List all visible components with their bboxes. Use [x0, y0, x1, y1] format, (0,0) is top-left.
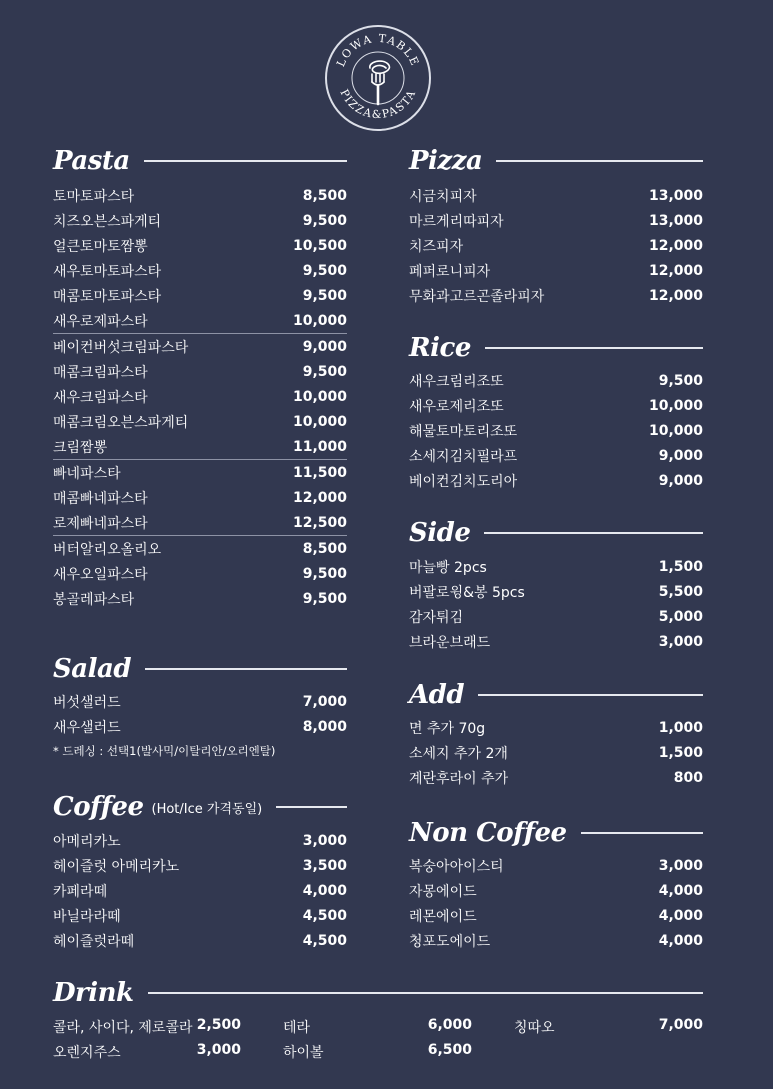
- menu-item: [53, 536, 347, 561]
- menu-item: [53, 828, 347, 853]
- menu-item-price: 3,000: [658, 857, 703, 874]
- menu-item-price: 4,000: [658, 882, 703, 899]
- pasta-section: [53, 142, 347, 611]
- add-item-list: [409, 715, 703, 790]
- menu-item-name: 토마토파스타: [53, 188, 135, 205]
- menu-item-name: 매콤토마토파스타: [53, 288, 162, 305]
- restaurant-logo: [324, 24, 432, 132]
- menu-item-price: 11,000: [292, 438, 347, 455]
- menu-item-name: 헤이즐럿 아메리카노: [53, 858, 180, 875]
- menu-item-name: 매콤크림파스타: [53, 364, 148, 381]
- menu-item-price: 12,500: [292, 514, 347, 531]
- menu-item-price: 10,000: [648, 422, 703, 439]
- header-rule: [145, 668, 347, 670]
- menu-item: [409, 208, 703, 233]
- menu-item-name: 마늘빵 2pcs: [409, 559, 487, 576]
- coffee-item-list: [53, 828, 347, 953]
- menu-item-name: 하이볼: [283, 1044, 324, 1061]
- menu-item-price: 3,500: [302, 857, 347, 874]
- menu-item-name: 크림짬뽕: [53, 439, 108, 456]
- menu-item-name: 카페라떼: [53, 883, 108, 900]
- menu-item-name: 베이컨버섯크림파스타: [53, 339, 189, 356]
- menu-item-price: 10,000: [648, 397, 703, 414]
- menu-item-name: 브라운브래드: [409, 634, 491, 651]
- menu-item: [53, 1042, 241, 1062]
- menu-item: [53, 485, 347, 510]
- menu-item: [409, 393, 703, 418]
- menu-item: [409, 715, 703, 740]
- add-section: [409, 676, 703, 790]
- menu-item-name: 계란후라이 추가: [409, 770, 509, 787]
- menu-item-name: 로제빠네파스타: [53, 515, 148, 532]
- header-rule: [484, 532, 703, 534]
- menu-item: [53, 561, 347, 586]
- menu-item-name: 아메리카노: [53, 833, 121, 850]
- menu-item-price: 12,000: [648, 262, 703, 279]
- noncoffee-item-list: [409, 853, 703, 953]
- menu-item-price: 9,500: [302, 363, 347, 380]
- header-rule: [485, 347, 703, 349]
- menu-item-name: 버팔로윙&봉 5pcs: [409, 584, 525, 601]
- menu-item-name: 새우크림리조또: [409, 373, 504, 390]
- menu-item-name: 새우로제리조또: [409, 398, 504, 415]
- menu-item: [409, 765, 703, 790]
- menu-item: [409, 233, 703, 258]
- menu-item-price: 4,000: [658, 932, 703, 949]
- menu-item-name: 소세지김치필라프: [409, 448, 518, 465]
- side-header: [409, 514, 703, 552]
- menu-item-name: 테라: [283, 1019, 311, 1036]
- section-title-noncoffee: Non Coffee: [409, 818, 567, 848]
- logo-bottom-text: PIZZA&PASTA: [337, 87, 419, 122]
- menu-item-price: 9,000: [658, 447, 703, 464]
- menu-item-name: 해물토마토리조또: [409, 423, 518, 440]
- menu-item: [53, 1017, 241, 1037]
- menu-item: [409, 604, 703, 629]
- menu-item: [53, 283, 347, 308]
- menu-item: [283, 1042, 472, 1062]
- menu-item-price: 4,500: [302, 907, 347, 924]
- menu-item: [409, 418, 703, 443]
- rice-section: [409, 329, 703, 493]
- menu-item-name: 바닐라라떼: [53, 908, 121, 925]
- menu-item-name: 감자튀김: [409, 609, 464, 626]
- menu-item-price: 6,000: [427, 1016, 472, 1033]
- menu-item: [53, 384, 347, 409]
- menu-item-price: 800: [673, 769, 703, 786]
- menu-item-price: 10,500: [292, 237, 347, 254]
- menu-item: [409, 283, 703, 308]
- pasta-group: [53, 333, 347, 459]
- menu-item: [53, 233, 347, 258]
- menu-item-name: 새우토마토파스타: [53, 263, 162, 280]
- menu-item: [53, 878, 347, 903]
- logo-top-text: LOWA TABLE: [334, 31, 422, 69]
- salad-item-list: [53, 689, 347, 739]
- header-rule: [148, 992, 703, 994]
- menu-item-name: 베이컨김치도리아: [409, 473, 518, 490]
- svg-text:LOWA TABLE: [334, 32, 422, 69]
- menu-item-price: 10,000: [292, 312, 347, 329]
- rice-header: [409, 329, 703, 367]
- menu-item-name: 새우크림파스타: [53, 389, 148, 406]
- menu-item-name: 매콤빠네파스타: [53, 490, 148, 507]
- dressing-note: * 드레싱 : 선택1(발사믹/이탈리안/오리엔탈): [53, 744, 276, 758]
- menu-item-name: 매콤크림오븐스파게티: [53, 414, 189, 431]
- coffee-price-note: (Hot/Ice 가격동일): [151, 801, 263, 817]
- pasta-header: [53, 142, 347, 180]
- header-rule: [276, 806, 347, 808]
- menu-item-price: 9,500: [302, 287, 347, 304]
- menu-item-price: 7,000: [658, 1016, 703, 1033]
- menu-item: [409, 928, 703, 953]
- header-rule: [144, 160, 347, 162]
- menu-item-name: 콜라, 사이다, 제로콜라: [53, 1019, 193, 1036]
- pasta-item-list: [53, 183, 347, 611]
- menu-item-name: 소세지 추가 2개: [409, 745, 508, 762]
- menu-item-price: 12,000: [648, 287, 703, 304]
- menu-item-price: 2,500: [196, 1016, 241, 1033]
- menu-item-price: 9,500: [302, 590, 347, 607]
- menu-item-name: 무화과고르곤졸라피자: [409, 288, 545, 305]
- menu-item-name: 치즈피자: [409, 238, 464, 255]
- fork-with-pasta-icon: [370, 61, 390, 104]
- menu-item-price: 8,500: [302, 540, 347, 557]
- rice-item-list: [409, 368, 703, 493]
- menu-item-price: 3,000: [196, 1041, 241, 1058]
- menu-item-name: 면 추가 70g: [409, 720, 486, 737]
- menu-item-price: 10,000: [292, 388, 347, 405]
- menu-item: [53, 928, 347, 953]
- salad-header: [53, 650, 347, 688]
- menu-item-price: 5,000: [658, 608, 703, 625]
- pasta-group: [53, 183, 347, 333]
- header-rule: [496, 160, 703, 162]
- coffee-section: [53, 788, 347, 953]
- menu-item-price: 1,500: [658, 558, 703, 575]
- menu-item-name: 칭따오: [514, 1019, 555, 1036]
- menu-item: [514, 1017, 703, 1037]
- menu-item: [409, 443, 703, 468]
- menu-item-name: 얼큰토마토짬뽕: [53, 238, 148, 255]
- menu-item-price: 3,000: [302, 832, 347, 849]
- menu-item-price: 6,500: [427, 1041, 472, 1058]
- menu-item: [53, 460, 347, 485]
- menu-item-price: 9,500: [302, 212, 347, 229]
- section-title-drink: Drink: [53, 978, 134, 1008]
- menu-item-price: 4,000: [658, 907, 703, 924]
- section-title-rice: Rice: [409, 333, 471, 363]
- section-title-pizza: Pizza: [409, 146, 483, 176]
- menu-item-price: 13,000: [648, 187, 703, 204]
- menu-item: [409, 903, 703, 928]
- section-title-add: Add: [409, 680, 465, 710]
- drink-item-list: [53, 1014, 703, 1064]
- pizza-header: [409, 142, 703, 180]
- header-rule: [581, 832, 703, 834]
- menu-item: [409, 554, 703, 579]
- menu-item: [283, 1017, 472, 1037]
- menu-item: [409, 183, 703, 208]
- menu-item: [53, 714, 347, 739]
- menu-item: [409, 579, 703, 604]
- menu-item-price: 5,500: [658, 583, 703, 600]
- menu-item: [409, 878, 703, 903]
- menu-item: [53, 689, 347, 714]
- menu-item-price: 12,000: [648, 237, 703, 254]
- header-rule: [478, 694, 703, 696]
- menu-item-name: 페퍼로니피자: [409, 263, 491, 280]
- menu-item: [409, 468, 703, 493]
- drink-row: [53, 1014, 703, 1039]
- menu-item: [53, 208, 347, 233]
- menu-item-price: 8,500: [302, 187, 347, 204]
- menu-item-price: 9,000: [302, 338, 347, 355]
- menu-item-name: 시금치피자: [409, 188, 477, 205]
- pasta-group: [53, 459, 347, 535]
- menu-item: [53, 586, 347, 611]
- menu-item: [53, 409, 347, 434]
- menu-item-name: 버터알리오올리오: [53, 541, 162, 558]
- menu-item-name: 새우오일파스타: [53, 566, 148, 583]
- menu-item: [53, 903, 347, 928]
- pizza-item-list: [409, 183, 703, 308]
- menu-item-name: 치즈오븐스파게티: [53, 213, 162, 230]
- menu-item-price: 4,500: [302, 932, 347, 949]
- menu-item-price: 7,000: [302, 693, 347, 710]
- menu-item-price: 10,000: [292, 413, 347, 430]
- menu-item-name: 빠네파스타: [53, 465, 121, 482]
- menu-item-name: 자몽에이드: [409, 883, 477, 900]
- salad-section: [53, 650, 347, 763]
- menu-item-price: 3,000: [658, 633, 703, 650]
- menu-item-name: 버섯샐러드: [53, 694, 121, 711]
- menu-item-price: 11,500: [292, 464, 347, 481]
- drink-section: [53, 974, 703, 1064]
- menu-item: [53, 434, 347, 459]
- menu-item: [409, 740, 703, 765]
- drink-row: [53, 1039, 703, 1064]
- menu-item-name: 봉골레파스타: [53, 591, 135, 608]
- side-item-list: [409, 554, 703, 654]
- menu-item-price: 1,000: [658, 719, 703, 736]
- section-title-pasta: Pasta: [53, 146, 130, 176]
- noncoffee-section: [409, 814, 703, 953]
- menu-item: [53, 510, 347, 535]
- menu-item: [409, 629, 703, 654]
- pasta-group: [53, 535, 347, 611]
- menu-item-name: 새우샐러드: [53, 719, 121, 736]
- menu-item-price: 8,000: [302, 718, 347, 735]
- menu-item-name: 마르게리따피자: [409, 213, 504, 230]
- menu-item-name: 헤이즐럿라떼: [53, 933, 135, 950]
- menu-item: [53, 334, 347, 359]
- menu-item-price: 12,000: [292, 489, 347, 506]
- section-title-salad: Salad: [53, 654, 132, 684]
- drink-header: [53, 974, 703, 1012]
- menu-item: [53, 258, 347, 283]
- menu-item: [409, 258, 703, 283]
- menu-item-name: 청포도에이드: [409, 933, 491, 950]
- noncoffee-header: [409, 814, 703, 852]
- side-section: [409, 514, 703, 654]
- menu-item-name: 레몬에이드: [409, 908, 477, 925]
- add-header: [409, 676, 703, 714]
- menu-item: [53, 359, 347, 384]
- coffee-header: [53, 788, 347, 826]
- menu-item-price: 9,500: [302, 565, 347, 582]
- section-title-coffee: Coffee: [53, 792, 144, 822]
- menu-item: [53, 308, 347, 333]
- menu-item: [53, 183, 347, 208]
- pizza-section: [409, 142, 703, 308]
- menu-item-price: 4,000: [302, 882, 347, 899]
- menu-item-name: 오렌지주스: [53, 1044, 121, 1061]
- menu-item-price: 13,000: [648, 212, 703, 229]
- section-title-side: Side: [409, 518, 471, 548]
- menu-item: [409, 853, 703, 878]
- menu-item-price: 1,500: [658, 744, 703, 761]
- menu-item-price: 9,500: [658, 372, 703, 389]
- menu-item: [53, 853, 347, 878]
- menu-item-name: 새우로제파스타: [53, 313, 148, 330]
- menu-item-price: 9,500: [302, 262, 347, 279]
- menu-item: [409, 368, 703, 393]
- menu-item-name: 복숭아아이스티: [409, 858, 504, 875]
- menu-item-price: 9,000: [658, 472, 703, 489]
